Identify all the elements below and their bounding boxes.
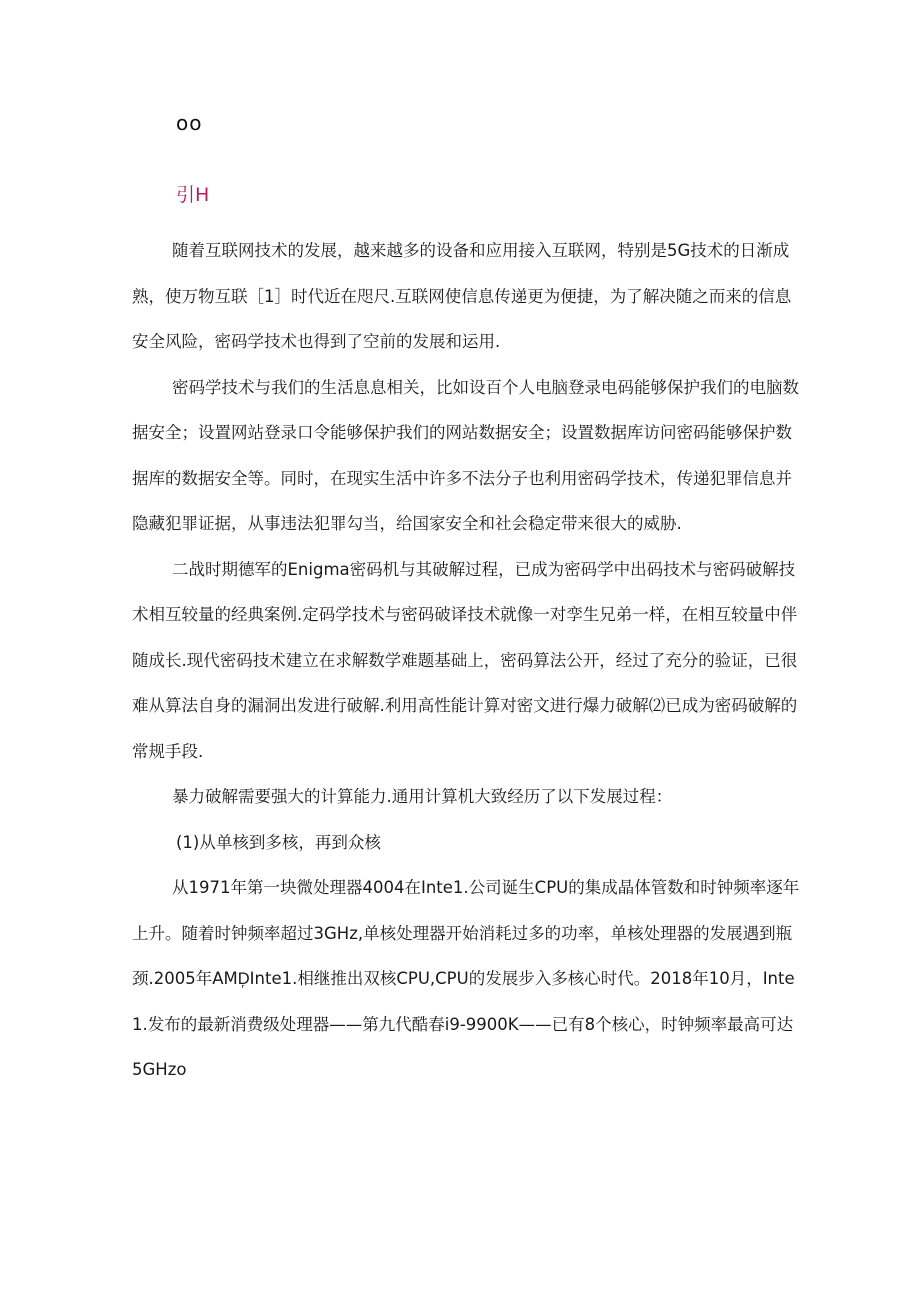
section-heading: 引H [176, 184, 210, 206]
paragraph-bruteforce: 暴力破解需要强大的计算能力.通用计算机大致经历了以下发展过程： [172, 787, 673, 806]
paragraph-cpu-history: 从1971年第一块微处理器4004在Inte1.公司诞生CPU的集成晶体管数和时钟频率逐年上升。随着时钟频率超过3GHz,单核处理器开始消耗过多的功率，单核处理器的发展遇到瓶颈.2005年AMD᷊Inte1.相继推出双核CPU,CPU的发展步入多核心时代。2018年10月，Inte1.发布的最新消费级处理器——第九代酷春i9-9900K——已有8个核心，时钟频率最高可达5GHzo [132, 878, 800, 1079]
paragraph-intro: 随着互联网技术的发展，越来越多的设备和应用接入互联网，特别是5G技术的日渐成熟，使万物互联［1］时代近在咫尺.互联网使信息传递更为便捷，为了解决随之而来的信息安全风险，密码学技术也得到了空前的发展和运用. [132, 241, 792, 351]
list-item-multicore: (1)从单核到多核，再到众核 [176, 832, 381, 852]
paragraph-enigma: 二战时期德军的Enigma密码机与其破解过程，已成为密码学中出码技术与密码破解技术相互较量的经典案例.定码学技术与密码破译技术就像一对孪生兄弟一样，在相互较量中伴随成长.现代密码技术建立在求解数学难题基础上，密码算法公开，经过了充分的验证，已很难从算法自身的漏洞出发进行破解.利用高性能计算对密文进行爆力破解⑵已成为密码破解的常规手段. [132, 559, 798, 761]
body-text [132, 228, 800, 1093]
paragraph-crypto-life: 密码学技术与我们的生活息息相关，比如设百个人电脑登录电码能够保护我们的电脑数据安全；设置网站登录口令能够保护我们的网站数据安全；设置数据库访问密码能够保护数据库的数据安全等。同时，在现实生活中许多不法分子也利用密码学技术，传递犯罪信息并隐藏犯罪证据，从事违法犯罪勾当，给国家安全和社会稳定带来很大的威胁. [132, 377, 799, 533]
page-mark: oo [176, 111, 203, 135]
